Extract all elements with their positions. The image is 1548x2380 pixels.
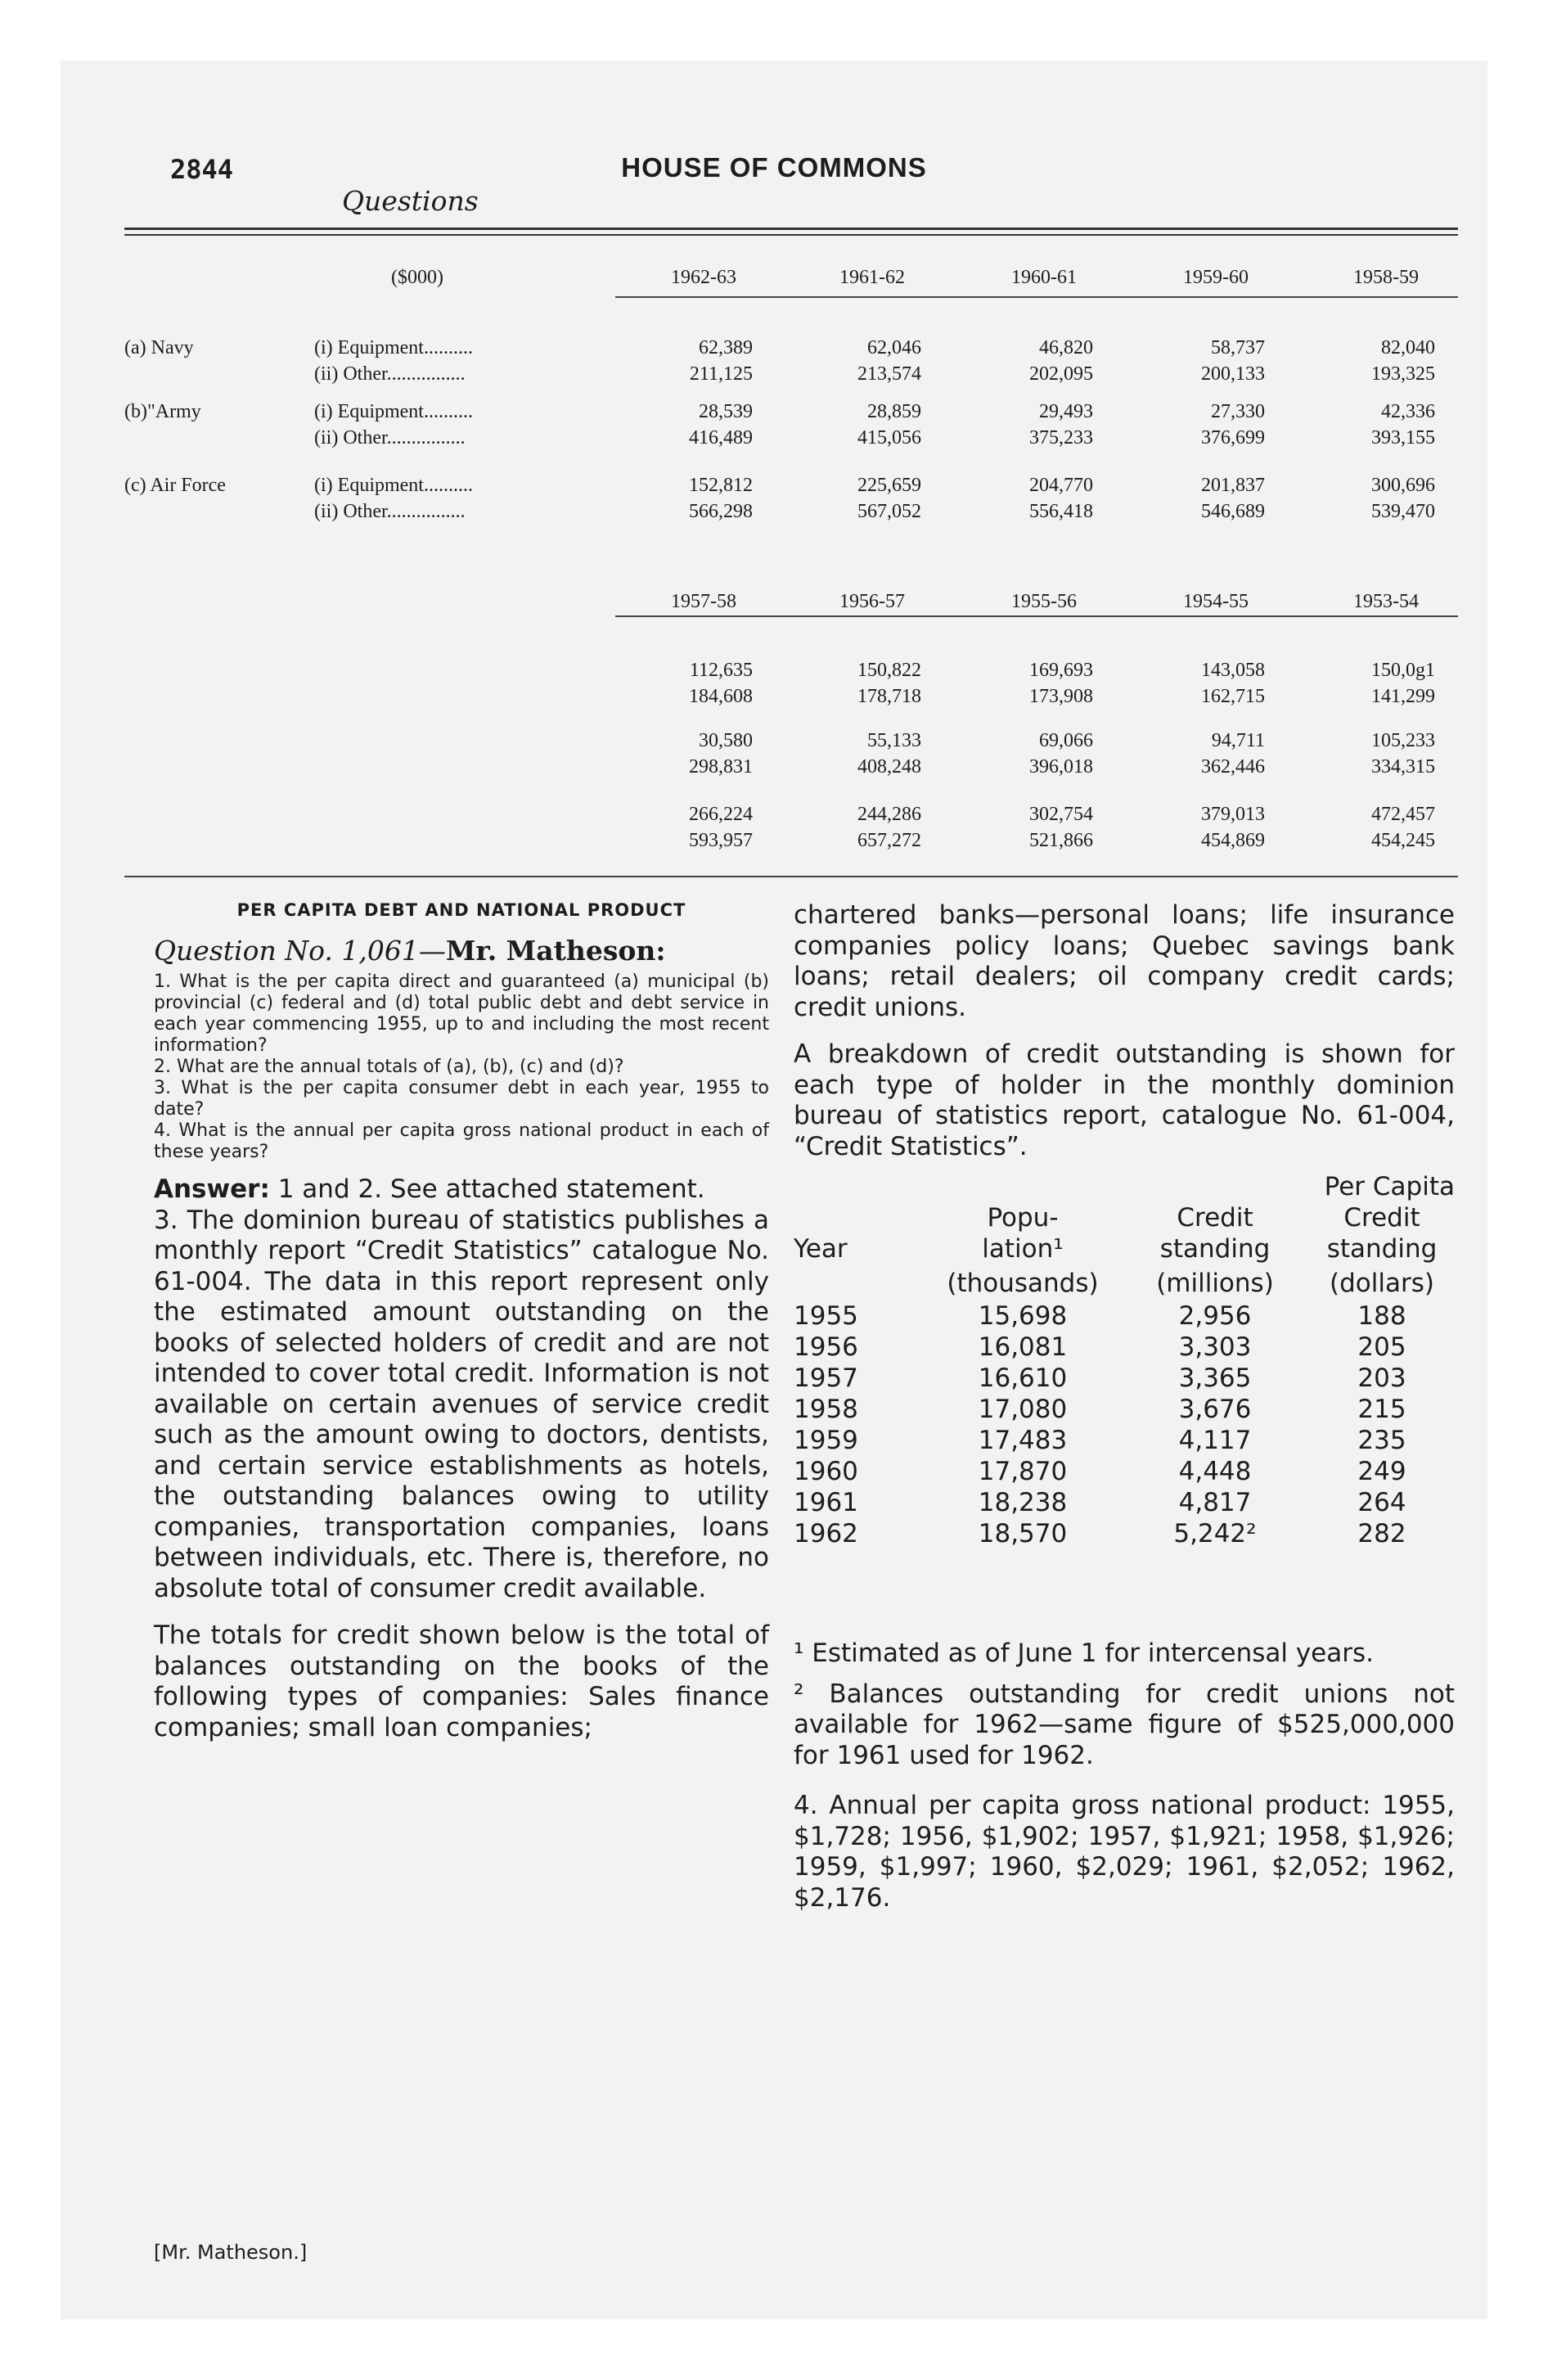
col-unit-millions: (millions) [1156, 1269, 1274, 1298]
credit-table [794, 1172, 1455, 1639]
header-rule-bottom [124, 234, 1458, 236]
credit-table-cell: 4,448 [1178, 1457, 1252, 1486]
header-rule-top [124, 228, 1458, 230]
col-unit-thousands: (thousands) [947, 1269, 1099, 1298]
col-head-percapita-3: standing [1326, 1234, 1438, 1264]
col-head-percapita-1: Per Capita [1324, 1172, 1455, 1201]
table-cell: 143,058 [1201, 660, 1265, 681]
col-head-population-2: lation¹ [982, 1234, 1064, 1264]
credit-row-year: 1958 [794, 1395, 858, 1424]
row-sub-label: (ii) Other................ [314, 501, 466, 522]
table-cell: 244,286 [857, 804, 921, 825]
table-cell: 416,489 [689, 427, 753, 449]
table-cell: 58,737 [1211, 337, 1265, 358]
table-cell: 396,018 [1029, 756, 1093, 778]
credit-table-cell: 15,698 [978, 1301, 1068, 1331]
table-cell: 566,298 [689, 501, 753, 522]
year-header-bottom: 1957-58 [671, 591, 736, 612]
table-cell: 539,470 [1371, 501, 1435, 522]
question-2: 2. What are the annual totals of (a), (b), (c) and (d)? [154, 1057, 624, 1077]
table-cell: 27,330 [1211, 401, 1265, 422]
row-sub-label: (ii) Other................ [314, 427, 466, 449]
table-cell: 30,580 [699, 730, 753, 751]
question-number [154, 935, 769, 967]
table-end-rule [124, 876, 1458, 877]
table-cell: 567,052 [857, 501, 921, 522]
table-cell: 521,866 [1029, 830, 1093, 851]
gnp-paragraph: 4. Annual per capita gross national product: 1955, $1,728; 1956, $1,902; 1957, $1,921; 1958, $1,926; 1959, $1,997; 1960, $2,029; 1961, $2,052; 1962, $2,176. [794, 1791, 1455, 1913]
table-cell: 105,233 [1371, 730, 1435, 751]
table-cell: 152,812 [689, 475, 753, 496]
credit-row-year: 1957 [794, 1364, 858, 1393]
table-cell: 28,859 [867, 401, 921, 422]
credit-table-cell: 4,117 [1178, 1426, 1252, 1455]
credit-table-cell: 3,676 [1178, 1395, 1252, 1424]
table-cell: 375,233 [1029, 427, 1093, 449]
credit-row-year: 1955 [794, 1301, 858, 1331]
table-cell: 556,418 [1029, 501, 1093, 522]
credit-table-cell: 188 [1357, 1301, 1406, 1331]
row-sub-label: (i) Equipment.......... [314, 401, 473, 422]
table-cell: 55,133 [867, 730, 921, 751]
table-cell: 546,689 [1201, 501, 1265, 522]
table-cell: 29,493 [1039, 401, 1093, 422]
footer-speaker: [Mr. Matheson.] [154, 2241, 308, 2264]
credit-table-cell: 264 [1357, 1488, 1406, 1517]
credit-table-cell: 18,238 [978, 1488, 1068, 1517]
credit-table-cell: 4,817 [1178, 1488, 1252, 1517]
breakdown-paragraph: A breakdown of credit outstanding is shown for each type of holder in the monthly dominion bureau of statistics report, catalogue No. 61-004, “Credit Statistics”. [794, 1039, 1455, 1161]
credit-table-cell: 16,610 [978, 1364, 1068, 1393]
col-head-population-1: Popu- [987, 1203, 1059, 1233]
question-label: Question No. 1,061— [154, 935, 446, 967]
answer-paragraph-3: 3. The dominion bureau of statistics publishes a monthly report “Credit Statistics” catalogue No. 61-004. The data in this report represent only the estimated amount outstanding on the books of selected holders of credit and are not intended to cover total credit. Information is not available on certain avenues of service credit such as the amount owing to doctors, dentists, and certain service establishments as hotels, the outstanding balances owing to utility companies, transportation companies, loans between individuals, etc. There is, therefore, no absolute total of consumer credit available. [154, 1205, 769, 1603]
credit-table-cell: 2,956 [1178, 1301, 1252, 1331]
table-cell: 225,659 [857, 475, 921, 496]
table-cell: 454,869 [1201, 830, 1265, 851]
table-cell: 379,013 [1201, 804, 1265, 825]
year-header-bottom: 1956-57 [839, 591, 905, 612]
credit-holders-paragraph: chartered banks—personal loans; life insurance companies policy loans; Quebec savings bank loans; retail dealers; oil company credit cards; credit unions. [794, 900, 1455, 1022]
table-cell: 150,0g1 [1371, 660, 1435, 681]
table-unit: ($000) [391, 267, 443, 288]
credit-row-year: 1960 [794, 1457, 858, 1486]
table-cell: 657,272 [857, 830, 921, 851]
year-header-rule-bottom [615, 615, 1458, 617]
table-cell: 202,095 [1029, 363, 1093, 385]
credit-row-year: 1962 [794, 1519, 858, 1548]
table-cell: 298,831 [689, 756, 753, 778]
col-head-credit-1: Credit [1177, 1203, 1253, 1233]
table-cell: 362,446 [1201, 756, 1265, 778]
table-cell: 178,718 [857, 686, 921, 707]
credit-table-cell: 17,483 [978, 1426, 1068, 1455]
row-group-label: (a) Navy [124, 337, 194, 358]
table-cell: 42,336 [1381, 401, 1435, 422]
table-cell: 211,125 [689, 363, 753, 385]
left-column [154, 900, 769, 1743]
credit-table-cell: 16,081 [978, 1332, 1068, 1362]
year-header-top: 1961-62 [839, 267, 905, 288]
table-cell: 69,066 [1039, 730, 1093, 751]
row-group-label: (c) Air Force [124, 475, 226, 496]
table-cell: 204,770 [1029, 475, 1093, 496]
answer-label: Answer: [154, 1174, 270, 1204]
table-cell: 454,245 [1371, 830, 1435, 851]
table-cell: 376,699 [1201, 427, 1265, 449]
year-header-top: 1960-61 [1011, 267, 1077, 288]
year-header-rule-top [615, 296, 1458, 298]
section-subtitle: Questions [342, 185, 479, 217]
credit-table-cell: 205 [1357, 1332, 1406, 1362]
year-header-top: 1962-63 [671, 267, 736, 288]
table-cell: 302,754 [1029, 804, 1093, 825]
credit-table-cell: 215 [1357, 1395, 1406, 1424]
year-header-top: 1958-59 [1353, 267, 1419, 288]
table-cell: 201,837 [1201, 475, 1265, 496]
page-title: HOUSE OF COMMONS [621, 152, 927, 183]
table-cell: 46,820 [1039, 337, 1093, 358]
credit-table-cell: 3,303 [1178, 1332, 1252, 1362]
table-cell: 334,315 [1371, 756, 1435, 778]
year-header-bottom: 1954-55 [1183, 591, 1249, 612]
table-cell: 415,056 [857, 427, 921, 449]
table-cell: 82,040 [1381, 337, 1435, 358]
credit-table-cell: 249 [1357, 1457, 1406, 1486]
row-sub-label: (i) Equipment.......... [314, 475, 473, 496]
answer-text: 1 and 2. See attached statement. [269, 1174, 705, 1204]
credit-table-cell: 5,242² [1173, 1519, 1257, 1548]
credit-table-cell: 18,570 [978, 1519, 1068, 1548]
col-head-year: Year [794, 1234, 848, 1264]
year-header-bottom: 1953-54 [1353, 591, 1419, 612]
col-head-percapita-2: Credit [1343, 1203, 1420, 1233]
table-cell: 62,046 [867, 337, 921, 358]
table-cell: 593,957 [689, 830, 753, 851]
credit-table-cell: 282 [1357, 1519, 1406, 1548]
credit-table-cell: 17,080 [978, 1395, 1068, 1424]
year-header-bottom: 1955-56 [1011, 591, 1077, 612]
credit-table-cell: 235 [1357, 1426, 1406, 1455]
table-cell: 266,224 [689, 804, 753, 825]
table-cell: 94,711 [1211, 730, 1265, 751]
question-member: Mr. Matheson: [445, 935, 666, 967]
table-cell: 300,696 [1371, 475, 1435, 496]
page-number: 2844 [170, 154, 234, 185]
table-cell: 62,389 [699, 337, 753, 358]
year-header-top: 1959-60 [1183, 267, 1249, 288]
table-cell: 173,908 [1029, 686, 1093, 707]
answer-paragraph-totals: The totals for credit shown below is the total of balances outstanding on the books of the following types of companies: Sales finance companies; small loan companies; [154, 1620, 769, 1742]
row-sub-label: (i) Equipment.......... [314, 337, 473, 358]
credit-row-year: 1961 [794, 1488, 858, 1517]
section-heading: PER CAPITA DEBT AND NATIONAL PRODUCT [236, 900, 686, 920]
table-cell: 408,248 [857, 756, 921, 778]
table-cell: 193,325 [1371, 363, 1435, 385]
credit-row-year: 1959 [794, 1426, 858, 1455]
footnote-2: ² Balances outstanding for credit unions not available for 1962—same figure of $525,000,000 for 1961 used for 1962. [794, 1679, 1455, 1770]
table-cell: 169,693 [1029, 660, 1093, 681]
table-cell: 112,635 [689, 660, 753, 681]
table-cell: 28,539 [699, 401, 753, 422]
table-cell: 200,133 [1201, 363, 1265, 385]
credit-table-cell: 3,365 [1178, 1364, 1252, 1393]
table-cell: 150,822 [857, 660, 921, 681]
col-unit-dollars: (dollars) [1330, 1269, 1434, 1298]
row-sub-label: (ii) Other................ [314, 363, 466, 385]
credit-table-cell: 17,870 [978, 1457, 1068, 1486]
answer-line [154, 1174, 769, 1206]
question-4: 4. What is the annual per capita gross national product in each of these years? [154, 1120, 769, 1162]
table-cell: 213,574 [857, 363, 921, 385]
question-1: 1. What is the per capita direct and guaranteed (a) municipal (b) provincial (c) federal and (d) total public debt and debt service in each year commencing 1955, up to and including the most recent information? [154, 971, 769, 1056]
footnote-1: ¹ Estimated as of June 1 for intercensal years. [794, 1639, 1374, 1668]
table-cell: 162,715 [1201, 686, 1265, 707]
col-head-credit-2: standing [1159, 1234, 1271, 1264]
table-cell: 184,608 [689, 686, 753, 707]
table-cell: 393,155 [1371, 427, 1435, 449]
question-3: 3. What is the per capita consumer debt in each year, 1955 to date? [154, 1078, 769, 1120]
table-cell: 141,299 [1371, 686, 1435, 707]
credit-row-year: 1956 [794, 1332, 858, 1362]
table-cell: 472,457 [1371, 804, 1435, 825]
right-column [794, 900, 1455, 1913]
credit-table-cell: 203 [1357, 1364, 1406, 1393]
row-group-label: (b)"Army [124, 401, 201, 422]
